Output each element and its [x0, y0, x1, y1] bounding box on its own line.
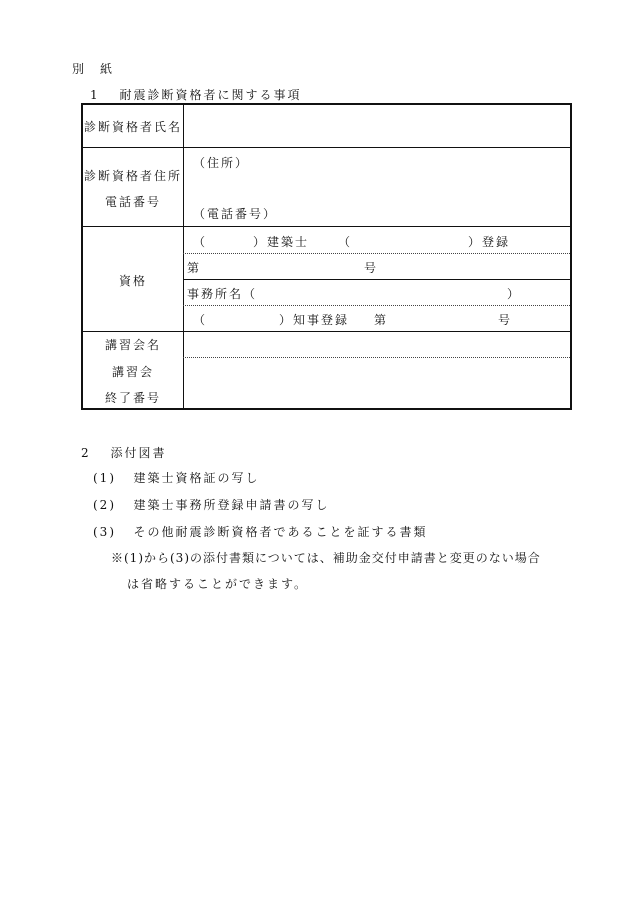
dotted-divider — [183, 253, 570, 254]
address-field[interactable]: （住所） — [193, 156, 250, 170]
table-column-divider — [183, 105, 184, 408]
office-no-go: 号 — [498, 313, 513, 327]
reg-no-go: 号 — [364, 261, 379, 275]
page-label: 別 紙 — [72, 62, 115, 76]
label-course: 講習会名 — [104, 338, 161, 352]
office-name-field[interactable]: 事務所名（ — [187, 287, 258, 301]
office-name-close: ） — [507, 287, 522, 301]
attachment-item-3 — [93, 523, 427, 540]
attachment-item-1 — [93, 469, 259, 486]
row-divider — [183, 279, 570, 280]
attachment-num: (2) — [93, 498, 116, 512]
attachment-text: 建築士事務所登録申請書の写し — [133, 498, 330, 512]
registry-close: ）登録 — [468, 235, 511, 249]
section2-title: 2 添付図書 — [81, 446, 167, 460]
row-divider — [83, 226, 570, 227]
label-qualification: 資格 — [118, 274, 147, 288]
attachment-text: その他耐震診断資格者であることを証する書類 — [133, 525, 428, 539]
note-line-1: ※(1)から(3)の添付書類については、補助金交付申請書と変更のない場合 — [111, 551, 541, 565]
dotted-divider — [183, 357, 570, 358]
section1-title: 1 耐震診断資格者に関する事項 — [90, 88, 302, 102]
label-completion-2: 終了番号 — [104, 391, 161, 405]
label-completion-1: 講習会 — [111, 365, 154, 379]
attachment-num: (1) — [93, 471, 116, 485]
registry-open: （ — [338, 235, 353, 249]
label-phone: 電話番号 — [104, 195, 161, 209]
reg-no-dai: 第 — [187, 261, 202, 275]
label-name: 診断資格者氏名 — [83, 120, 182, 134]
label-address: 診断資格者住所 — [83, 169, 182, 183]
arch-class-open: （ — [193, 235, 208, 249]
attachment-text: 建築士資格証の写し — [133, 471, 260, 485]
dotted-divider — [183, 305, 570, 306]
row-divider — [83, 331, 570, 332]
office-no-dai: 第 — [374, 313, 389, 327]
row-divider — [83, 147, 570, 148]
pref-close: ）知事登録 — [279, 313, 350, 327]
arch-class-close: ）建築士 — [253, 235, 310, 249]
info-table — [81, 103, 572, 410]
attachment-num: (3) — [93, 525, 116, 539]
pref-open: （ — [193, 313, 208, 327]
note-line-2: は省略することができます。 — [127, 577, 309, 591]
attachment-item-2 — [93, 496, 329, 513]
phone-field[interactable]: （電話番号） — [193, 207, 278, 221]
